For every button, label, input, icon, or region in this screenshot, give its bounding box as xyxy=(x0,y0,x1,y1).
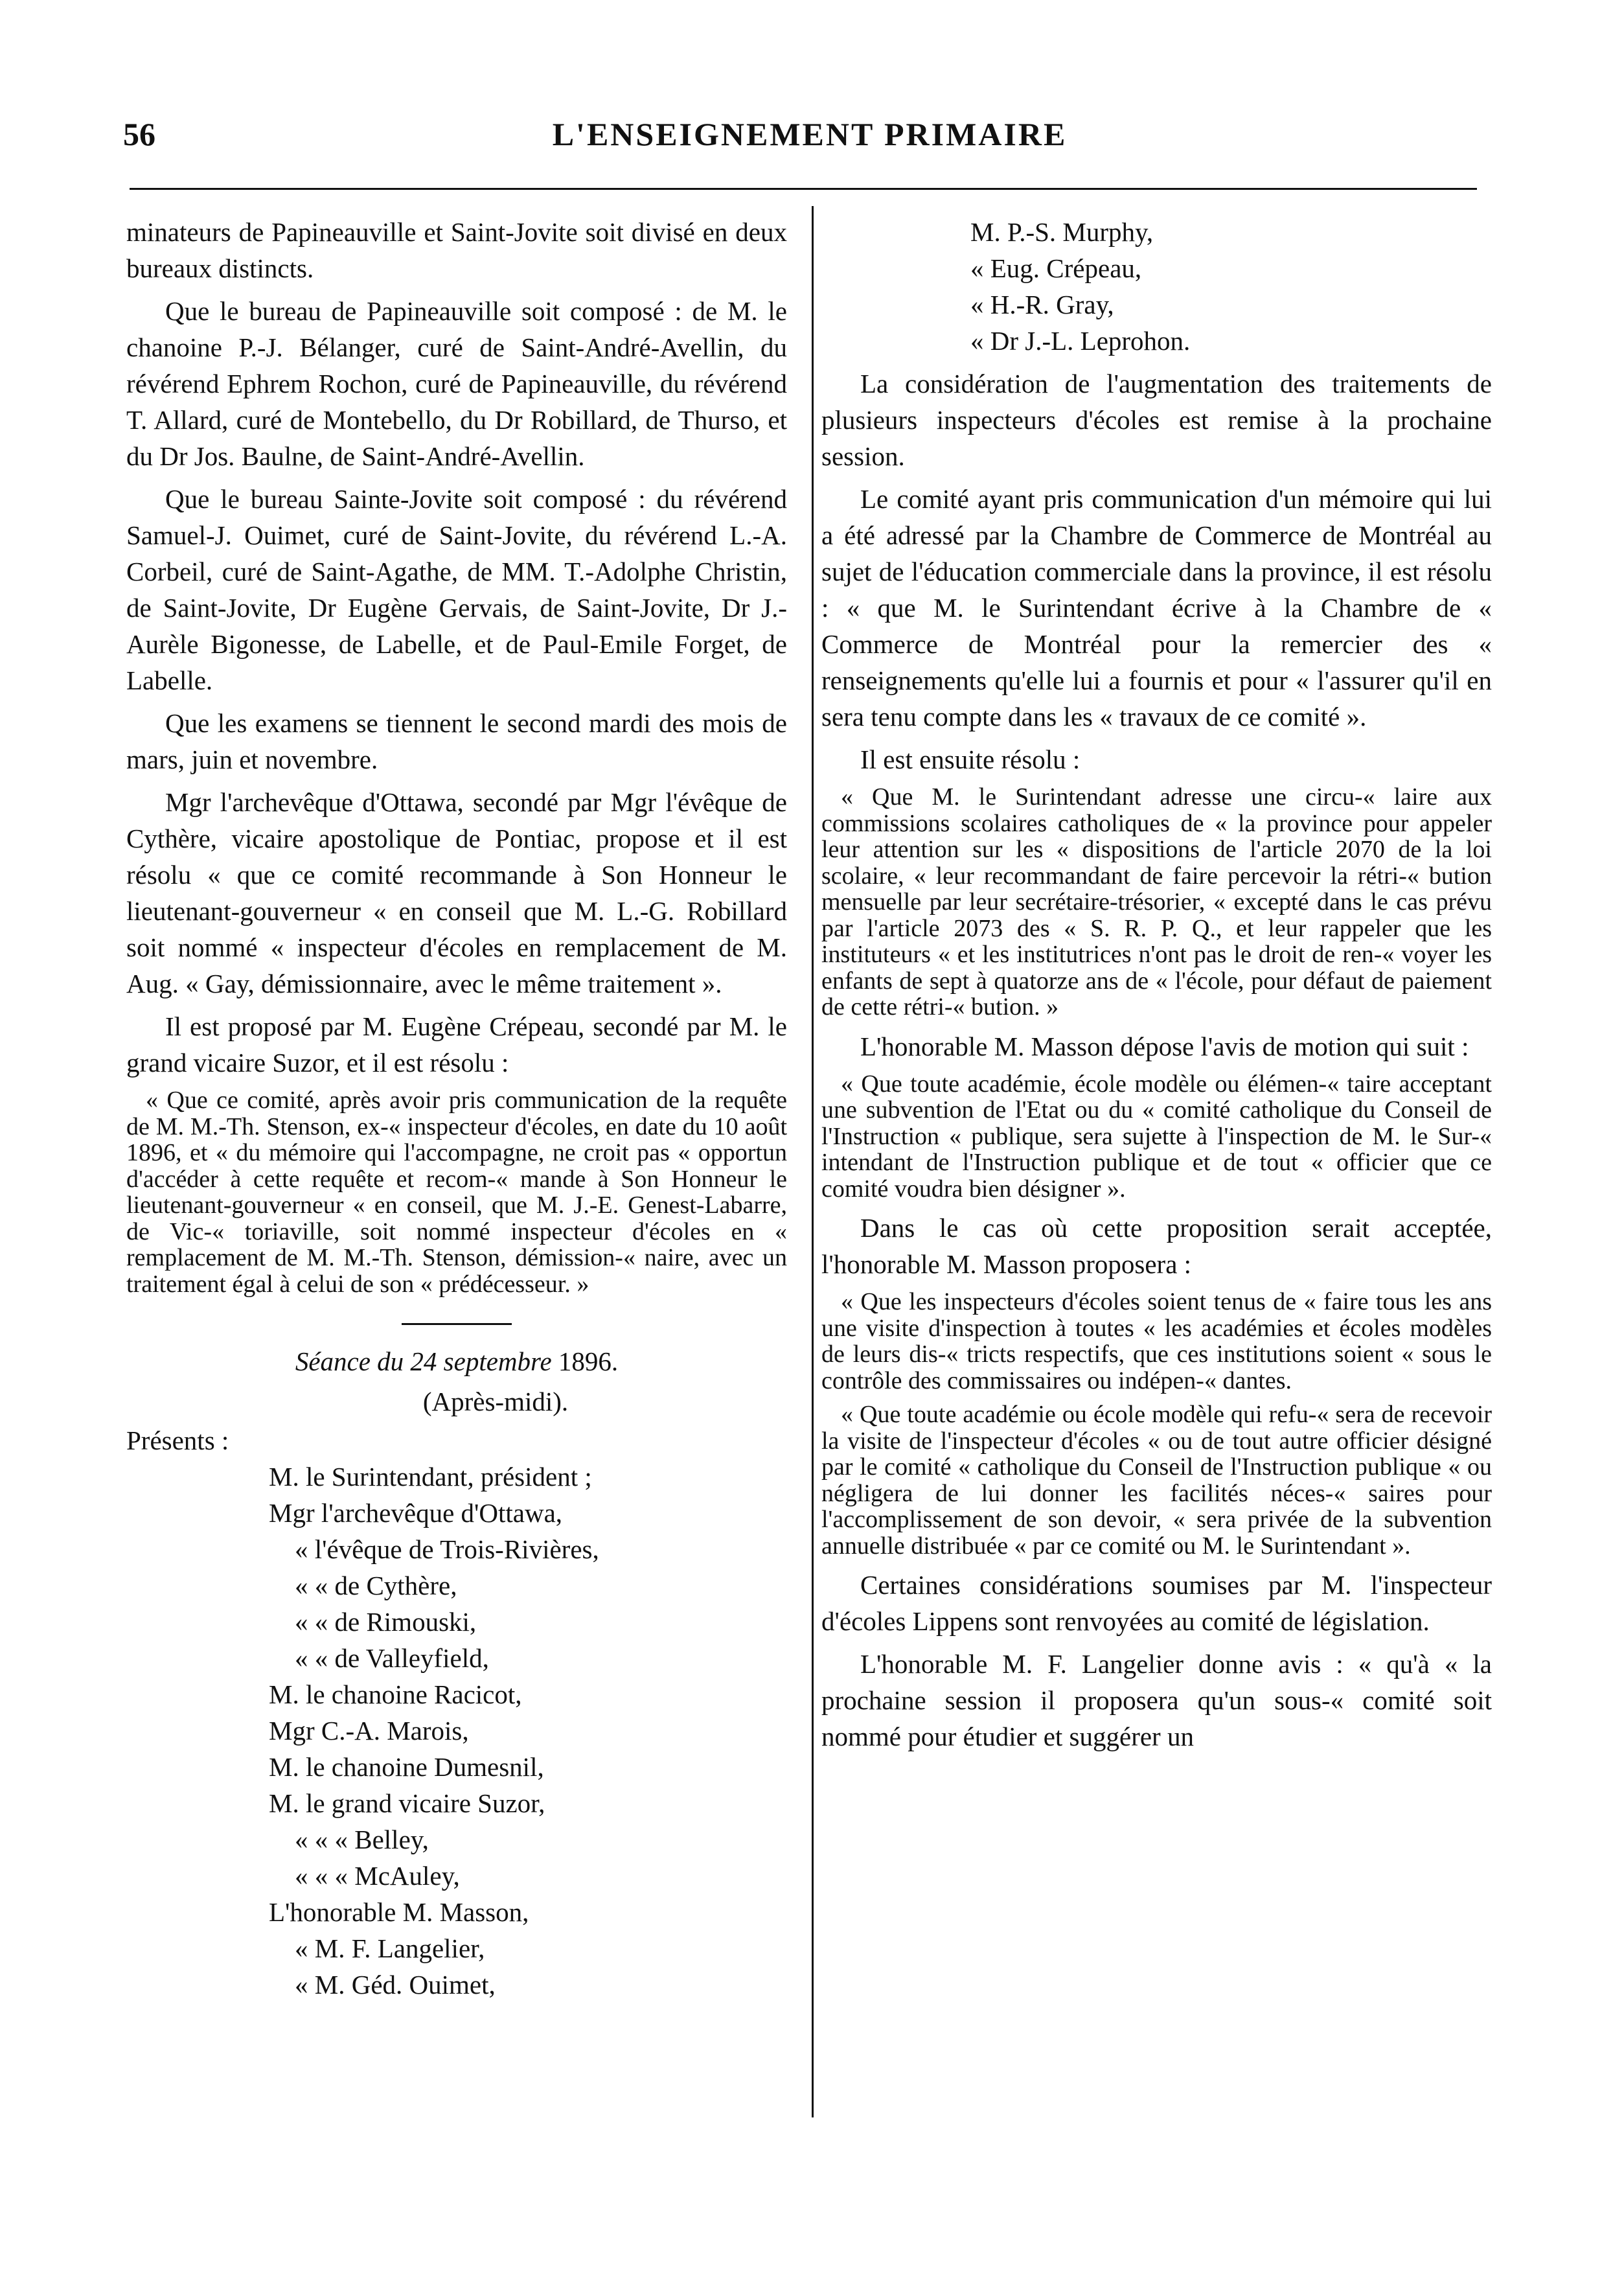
list-item: « l'évêque de Trois-Rivières, xyxy=(295,1534,599,1564)
quoted-motion: « Que toute académie, école modèle ou élémen-« taire acceptant une subvention de l'Etat ou du « comité catholique du Conseil de l'Instruction « publique, sera sujette à l'inspection de M. le Sur-« intendant de l'Instruction publique et de tout « officier que ce comité voudra bien désigner ». xyxy=(821,1070,1492,1203)
paragraph: Il est ensuite résolu : xyxy=(860,744,1081,774)
paragraph: Mgr l'archevêque d'Ottawa, secondé par Mgr l'évêque de Cythère, vicaire apostolique de Pontiac, propose et il est résolu « que ce comité recommande à Son Honneur le lieutenant-gouverneur « en conseil que M. L.-G. Robillard soit nommé « inspecteur d'écoles en remplacement de M. Aug. « Gay, démissionnaire, avec le même traitement ». xyxy=(126,787,787,998)
paragraph: L'honorable M. Masson dépose l'avis de motion qui suit : xyxy=(860,1031,1469,1061)
section-rule xyxy=(402,1323,512,1325)
list-item: « « « Belley, xyxy=(295,1825,429,1854)
page-header xyxy=(123,115,1496,167)
attendees-list-continued xyxy=(821,214,1492,359)
presents-label: Présents : xyxy=(126,1425,229,1455)
quoted-resolution: « Que M. le Surintendant adresse une circu-« laire aux commissions scolaires catholiques de « la province pour appeler leur attention sur les « dispositions de l'article 2070 de la loi scolaire, « leur recommandant de faire percevoir la rétri-« bution mensuelle par leur secrétaire-trésorier, « excepté dans le cas prévu par l'article 2073 des « S. R. P. Q., et leur rappeler que les instituteurs « et les institutrices n'ont pas le droit de ren-« voyer les enfants de sept à quatorze ans de « l'école, pour défaut de paiement de cette rétri-« bution. » xyxy=(821,783,1492,1020)
list-item: Mgr l'archevêque d'Ottawa, xyxy=(269,1498,563,1528)
paragraph: Que le bureau Sainte-Jovite soit composé : du révérend Samuel-J. Ouimet, curé de Saint-Jovite, du révérend L.-A. Corbeil, curé de Saint-Agathe, de MM. T.-Adolphe Christin, de Saint-Jovite, Dr Eugène Gervais, de Saint-Jovite, Dr J.-Aurèle Bigonesse, de Labelle, et de Paul-Emile Forget, de Labelle. xyxy=(126,484,787,695)
paragraph: Certaines considérations soumises par M. l'inspecteur d'écoles Lippens sont renvoyées au comité de législation. xyxy=(821,1570,1492,1636)
page-number: 56 xyxy=(123,116,155,152)
column-divider xyxy=(812,206,814,2117)
list-item: M. le chanoine Racicot, xyxy=(269,1679,522,1709)
paragraph: Il est proposé par M. Eugène Crépeau, secondé par M. le grand vicaire Suzor, et il est résolu : xyxy=(126,1011,787,1078)
header-rule xyxy=(130,188,1477,190)
list-item: « « « McAuley, xyxy=(295,1861,460,1891)
list-item: « M. Géd. Ouimet, xyxy=(295,1970,496,2000)
list-item: M. le grand vicaire Suzor, xyxy=(269,1788,545,1818)
paragraph: Dans le cas où cette proposition serait acceptée, l'honorable M. Masson proposera : xyxy=(821,1213,1492,1279)
session-year: 1896. xyxy=(558,1346,619,1376)
list-item: « « de Valleyfield, xyxy=(295,1643,489,1673)
list-item: « M. F. Langelier, xyxy=(295,1933,485,1963)
list-item: Mgr C.-A. Marois, xyxy=(269,1716,469,1746)
list-item: M. P.-S. Murphy, xyxy=(970,217,1154,247)
paragraph: Que les examens se tiennent le second mardi des mois de mars, juin et novembre. xyxy=(126,708,787,774)
paragraph: Le comité ayant pris communication d'un mémoire qui lui a été adressé par la Chambre de Commerce de Montréal au sujet de l'éducation commerciale dans la province, il est résolu : « que M. le Surintendant écrive à la Chambre de « Commerce de Montréal pour la remercier des « renseignements qu'elle lui a fournis et pour « l'assurer qu'il en sera tenu compte dans les « travaux de ce comité ». xyxy=(821,484,1492,732)
quoted-proposal: « Que toute académie ou école modèle qui refu-« sera de recevoir la visite de l'inspecteur d'écoles « ou de tout autre officier désigné par le comité « catholique du Conseil de l'Instruction publique « ou négligera de lui donner les facilités néces-« saires pour l'accomplissement de son devoir, « sera privée de la subvention annuelle distribuée « par ce comité ou M. le Surintendant ». xyxy=(821,1401,1492,1560)
list-item: « H.-R. Gray, xyxy=(970,290,1114,319)
session-heading xyxy=(126,1343,787,1379)
quoted-proposal: « Que les inspecteurs d'écoles soient tenus de « faire tous les ans une visite d'inspection à toutes « les académies et écoles modèles de leurs dis-« tricts respectifs, que ces institutions soient « sous le contrôle des commissaires ou indépen-« dantes. xyxy=(821,1288,1492,1394)
list-item: « Dr J.-L. Leprohon. xyxy=(970,326,1191,356)
list-item: « « de Rimouski, xyxy=(295,1607,477,1637)
quoted-resolution: « Que ce comité, après avoir pris communication de la requête de M. M.-Th. Stenson, ex-« inspecteur d'écoles, en date du 10 août 1896, et « du mémoire qui l'accompagne, ne croit pas « opportun d'accéder à cette requête et recom-« mande à Son Honneur le lieutenant-gouverneur « en conseil, que M. J.-E. Genest-Labarre, de Vic-« toriaville, soit nommé inspecteur d'écoles en « remplacement de M. M.-Th. Stenson, démission-« naire, avec un traitement égal à celui de son « prédécesseur. » xyxy=(126,1087,787,1298)
session-title: Séance du 24 septembre xyxy=(295,1346,552,1376)
running-title: L'ENSEIGNEMENT PRIMAIRE xyxy=(552,116,1068,152)
right-column xyxy=(821,214,1492,1761)
list-item: M. le Surintendant, président ; xyxy=(269,1462,592,1492)
list-item: « Eug. Crépeau, xyxy=(970,253,1142,283)
session-subheading: (Après-midi). xyxy=(422,1387,569,1416)
paragraph: L'honorable M. F. Langelier donne avis : « qu'à « la prochaine session il proposera qu'un sous-« comité soit nommé pour étudier et suggérer un xyxy=(821,1649,1492,1751)
left-column xyxy=(126,214,787,2003)
paragraph: minateurs de Papineauville et Saint-Jovite soit divisé en deux bureaux distincts. xyxy=(126,217,787,283)
list-item: « « de Cythère, xyxy=(295,1571,457,1600)
list-item: M. le chanoine Dumesnil, xyxy=(269,1752,544,1782)
list-item: L'honorable M. Masson, xyxy=(269,1897,529,1927)
paragraph: La considération de l'augmentation des traitements de plusieurs inspecteurs d'écoles est remise à la prochaine session. xyxy=(821,369,1492,471)
attendees-list xyxy=(126,1458,787,2003)
paragraph: Que le bureau de Papineauville soit composé : de M. le chanoine P.-J. Bélanger, curé de Saint-André-Avellin, du révérend Ephrem Rochon, curé de Papineauville, du révérend T. Allard, curé de Montebello, du Dr Robillard, de Thurso, et du Dr Jos. Baulne, de Saint-André-Avellin. xyxy=(126,296,787,471)
